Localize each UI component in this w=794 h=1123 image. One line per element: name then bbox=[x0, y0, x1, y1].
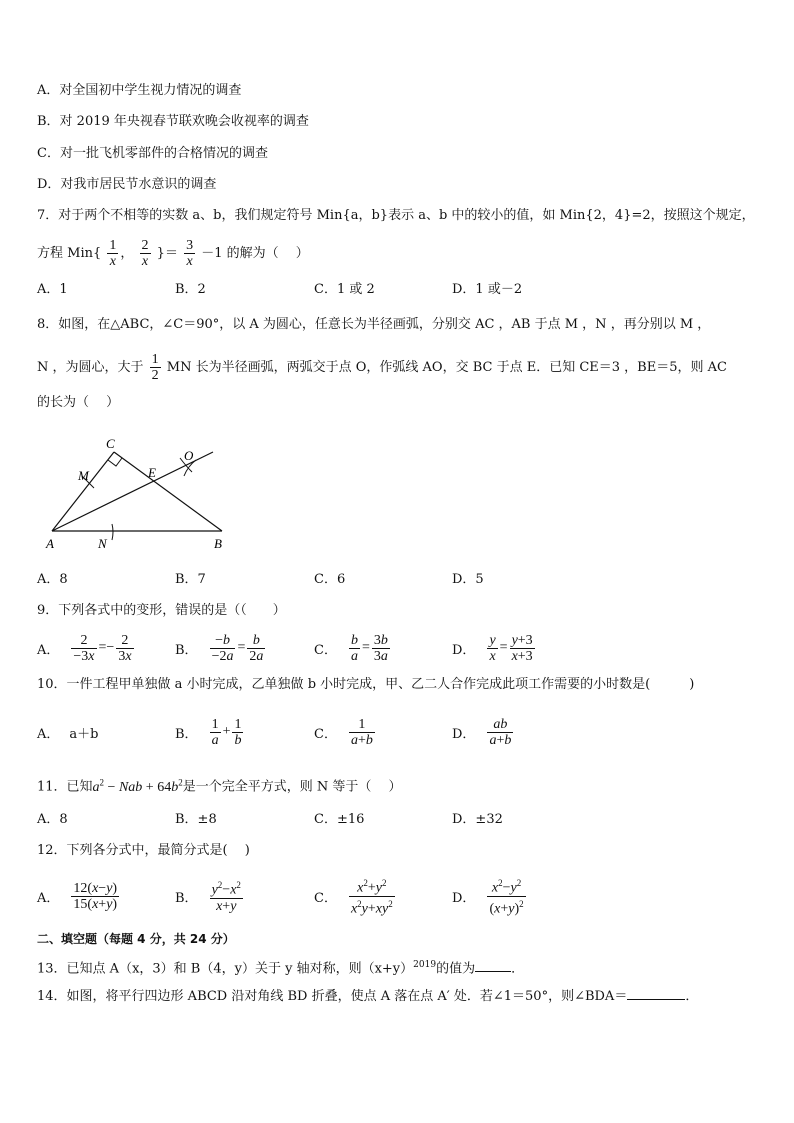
q9-option-a: A． $\frac{2}{-3x}$ =− $\frac{2}{3x}$ bbox=[37, 632, 132, 664]
label-o: O bbox=[184, 448, 194, 463]
q12-option-d-label: D． bbox=[452, 890, 476, 906]
q12-stem: 12．下列各分式中，最简分式是( ) bbox=[37, 843, 250, 858]
q14-text: 14．如图，将平行四边形 ABCD 沿对角线 BD 折叠，使点 A 落在点 A′ 处．若∠1＝50°，则∠BDA＝ bbox=[37, 989, 628, 1004]
q13-text: 13．已知点 A（x，3）和 B（4，y）关于 y 轴对称，则（x+y） bbox=[37, 961, 414, 977]
q11-expression: $a^2$ − Nab + $64b^2$ bbox=[92, 777, 183, 795]
q10-option-c-label: C． bbox=[314, 726, 337, 742]
right-angle-mark bbox=[108, 458, 122, 466]
q11-prefix: 11．已知 bbox=[37, 779, 93, 795]
q7-option-a: A．1 bbox=[37, 282, 68, 297]
q11-option-b: B．±8 bbox=[175, 812, 217, 827]
q7-stem-line1: 7．对于两个不相等的实数 a、b，我们规定符号 Min{a，b}表示 a、b 中的较小的值，如 Min{2，4}=2，按照这个规定， bbox=[37, 208, 755, 223]
q14-stem bbox=[37, 987, 698, 1006]
q11-option-a: A．8 bbox=[37, 812, 68, 827]
q13-exponent: 2019 bbox=[413, 960, 437, 970]
q10-options bbox=[37, 712, 757, 752]
label-a: A bbox=[46, 536, 54, 551]
label-b: B bbox=[214, 536, 222, 551]
q8-fraction-half: $\frac{1}{2}$ bbox=[151, 352, 159, 383]
q10-option-a-text: a＋b bbox=[69, 726, 99, 742]
q10-option-b: B． $\frac{1}{a}$ + $\frac{1}{b}$ bbox=[175, 716, 242, 748]
q9-option-d-label: D． bbox=[452, 642, 476, 658]
label-m: M bbox=[78, 468, 89, 483]
q8-option-d: D．5 bbox=[452, 572, 484, 587]
q8-triangle-figure bbox=[40, 432, 230, 552]
q9-option-b: B． $\frac{-b}{-2a}$ = $\frac{b}{2a}$ bbox=[175, 632, 264, 664]
ray-ao bbox=[52, 452, 213, 531]
q14-end: ． bbox=[685, 989, 699, 1004]
q7-option-d: D．1 或－2 bbox=[452, 282, 523, 297]
q10-option-a-label: A． bbox=[37, 726, 60, 742]
q10-option-d-label: D． bbox=[452, 726, 476, 742]
q8-option-a: A．8 bbox=[37, 572, 68, 587]
q12-option-b: B． $\frac{y^2-x^2}{x+y}$ bbox=[175, 880, 241, 914]
q10-option-d: D． $\frac{ab}{a+b}$ bbox=[452, 716, 512, 748]
q12-option-c-label: C． bbox=[314, 890, 337, 906]
q10-option-a bbox=[37, 712, 98, 752]
q9-option-c-label: C． bbox=[314, 642, 337, 658]
q8-line2-prefix: N ，为圆心，大于 bbox=[37, 360, 144, 375]
q7-fraction-1-over-x: $\frac{1}{x}$ bbox=[109, 238, 117, 269]
q12-option-c: C． $\frac{x^2+y^2}{x^2y+xy^2}$ bbox=[314, 877, 393, 917]
label-c: C bbox=[106, 436, 115, 451]
q12-option-a-label: A． bbox=[37, 890, 60, 906]
q12-option-d: D． $\frac{x^2-y^2}{(x+y)^2}$ bbox=[452, 877, 524, 917]
q14-answer-blank[interactable] bbox=[627, 987, 685, 1000]
q12-option-a: A． $\frac{12(x-y)}{15(x+y)}$ bbox=[37, 880, 118, 912]
q12-option-b-label: B． bbox=[175, 890, 198, 906]
side-ac bbox=[52, 452, 114, 531]
q12-options bbox=[37, 876, 757, 916]
q11-option-d: D．±32 bbox=[452, 812, 503, 827]
q8-stem-line3: 的长为（ ） bbox=[37, 395, 120, 410]
q10-stem: 10．一件工程甲单独做 a 小时完成，乙单独做 b 小时完成，甲、乙二人合作完成此项工作需要的小时数是( ) bbox=[37, 677, 695, 692]
q9-option-c: C． $\frac{b}{a}$ = $\frac{3b}{3a}$ bbox=[314, 632, 388, 664]
q13-tail: 的值为 bbox=[436, 961, 476, 977]
q7-line2-prefix: 方程 Min{ bbox=[37, 246, 102, 261]
q7-option-c: C．1 或 2 bbox=[314, 282, 375, 297]
q8-stem-line1: 8．如图，在△ABC，∠C＝90°，以 A 为圆心，任意长为半径画弧，分别交 AC ，AB 于点 M ，N ，再分别以 M ， bbox=[37, 317, 711, 332]
q9-option-b-label: B． bbox=[175, 642, 198, 658]
q10-option-c: C． $\frac{1}{a+b}$ bbox=[314, 716, 373, 748]
q8-stem-line2 bbox=[37, 350, 727, 386]
q9-option-d: D． $\frac{y}{x}$ = $\frac{y+3}{x+3}$ bbox=[452, 632, 533, 664]
label-n: N bbox=[98, 536, 107, 551]
label-e: E bbox=[148, 465, 156, 480]
q7-stem-line2: 方程 Min{ $\frac{1}{x}$ ， $\frac{2}{x}$ }＝ $\frac{3}{x}$ －1 的解为（ ） bbox=[37, 238, 309, 269]
arc-n bbox=[112, 524, 113, 540]
q13-end: ． bbox=[511, 961, 525, 977]
q7-fraction-2-over-x: $\frac{2}{x}$ bbox=[141, 238, 149, 269]
q11-option-c: C．±16 bbox=[314, 812, 365, 827]
q13-stem bbox=[37, 956, 524, 978]
q9-options bbox=[37, 628, 757, 668]
q7-line2-tail: －1 的解为（ ） bbox=[201, 246, 309, 261]
q7-line2-suffix: }＝ bbox=[156, 246, 178, 261]
q8-line2-mid: MN 长为半径画弧，两弧交于点 O，作弧线 AO，交 BC 于点 E．已知 CE＝3 ，BE＝5，则 AC bbox=[166, 360, 727, 375]
q9-option-a-label: A． bbox=[37, 642, 60, 658]
q6-option-a: A．对全国初中学生视力情况的调查 bbox=[37, 83, 242, 98]
q7-option-b: B．2 bbox=[175, 282, 206, 297]
section-2-title: 二、填空题（每题 4 分，共 24 分） bbox=[37, 932, 235, 946]
q8-option-c: C．6 bbox=[314, 572, 346, 587]
q7-fraction-3-over-x: $\frac{3}{x}$ bbox=[186, 238, 194, 269]
q11-stem bbox=[37, 773, 401, 797]
q9-stem: 9．下列各式中的变形，错误的是（（ ） bbox=[37, 603, 286, 618]
q10-option-b-label: B． bbox=[175, 726, 198, 742]
q13-answer-blank[interactable] bbox=[475, 959, 511, 972]
q6-option-c: C．对一批飞机零部件的合格情况的调查 bbox=[37, 146, 268, 161]
q6-option-b: B．对 2019 年央视春节联欢晚会收视率的调查 bbox=[37, 114, 309, 129]
side-cb bbox=[114, 452, 222, 531]
q6-option-d: D．对我市居民节水意识的调查 bbox=[37, 177, 217, 192]
q11-suffix: 是一个完全平方式，则 N 等于（ ） bbox=[182, 779, 402, 795]
q8-option-b: B．7 bbox=[175, 572, 206, 587]
